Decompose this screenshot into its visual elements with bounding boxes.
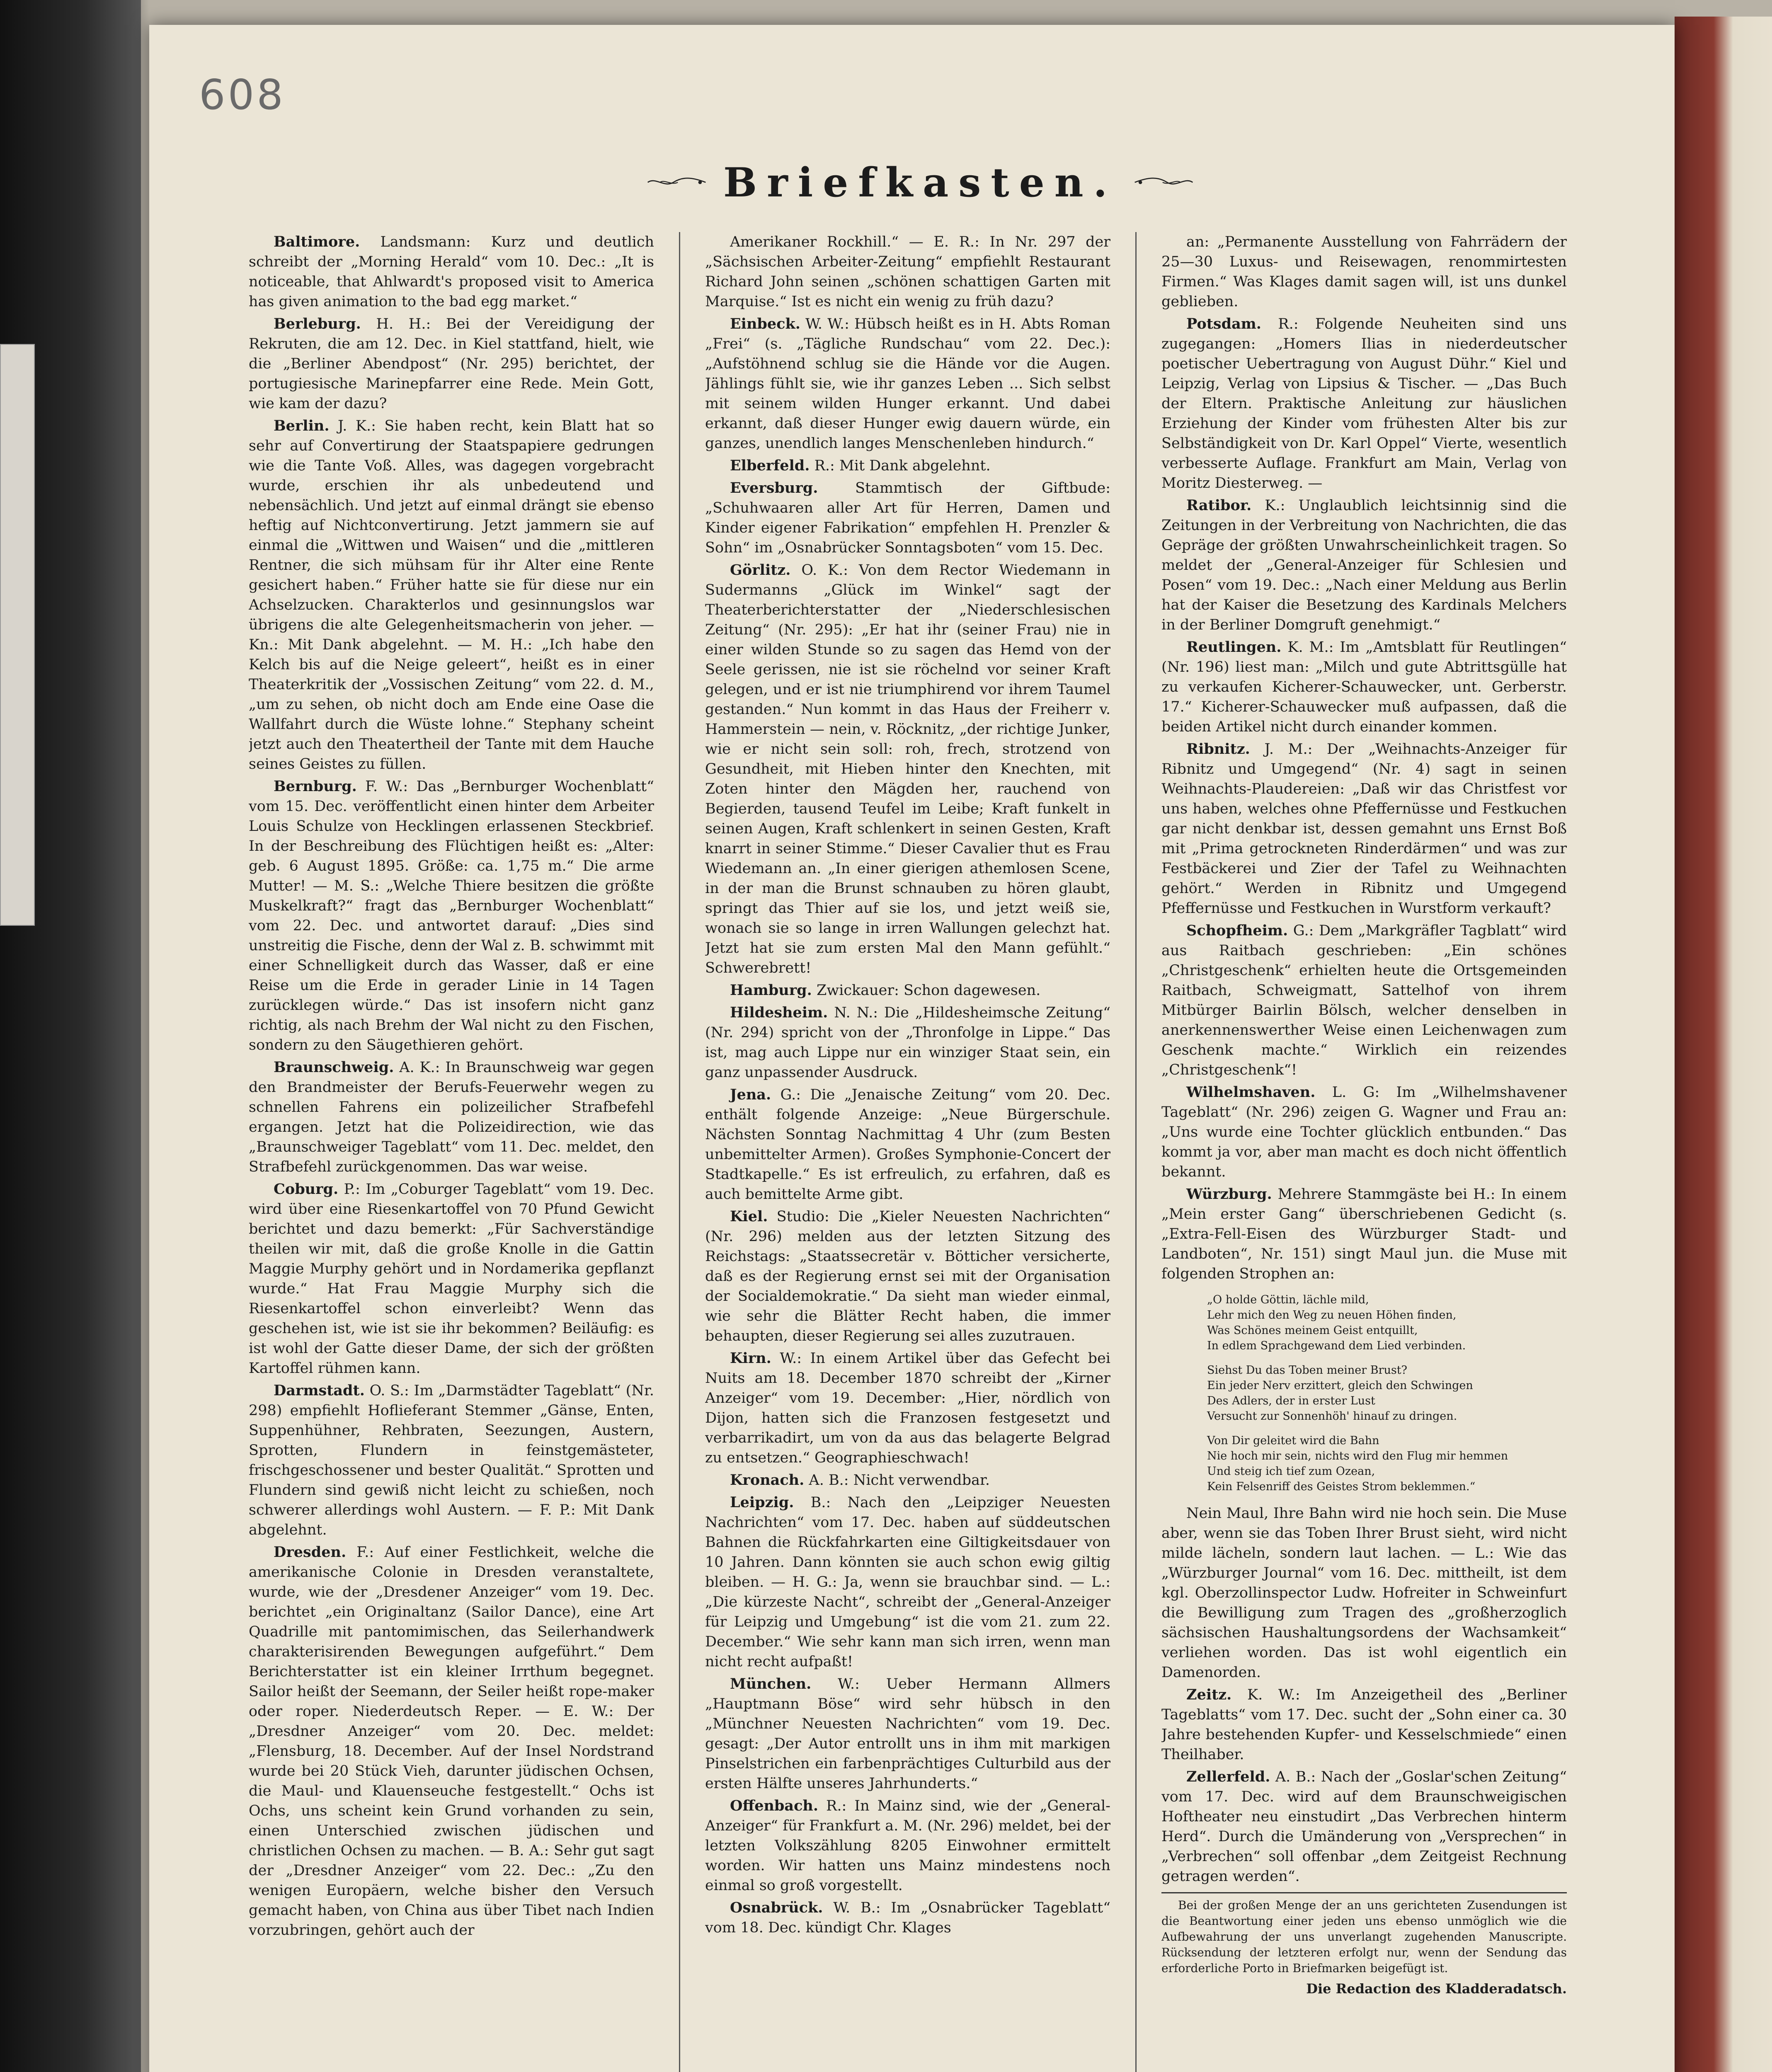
entry-heading: Eversburg. [730,479,818,496]
entry-heading: Görlitz. [730,562,791,579]
entry-text: G.: Dem „Markgräfler Tagblatt“ wird aus Raitbach geschrieben: „Ein schönes „Christgeschenk“ erhielten heute die Ortsgemeinden Raitbach, Schweigmatt, Sattelhof von ihrem Mitbürger Bairlin Bölsch, welcher denselben in anerkennenswerther Weise einen Leichenwagen zum Geschenk machte.“ Wirklich ein reizendes „Christgeschenk“! [1161,922,1567,1078]
poem-line: Ein jeder Nerv erzittert, gleich den Schwingen [1207,1379,1473,1392]
letter-entry [705,232,1110,312]
entry-text: an: „Permanente Ausstellung von Fahrrädern der 25—30 Luxus- und Reisewagen, renommirtesten Firmen.“ Was Klages damit sagen will, ist uns dunkel geblieben. [1161,234,1567,310]
entry-heading: Einbeck. [730,315,800,332]
entry-text: H. H.: Bei der Vereidigung der Rekruten, die am 12. Dec. in Kiel stattfand, hielt, wie die „Berliner Abendpost“ (Nr. 295) berichtet, der portugiesische Marinepfarrer eine Rede. Mein Gott, wie kam der dazu? [249,316,654,412]
column-1 [249,232,654,2072]
column-divider [679,232,680,2072]
poem-block [1207,1292,1567,1494]
letter-entry [705,314,1110,453]
entry-heading: Braunschweig. [274,1059,394,1076]
text-columns [249,232,1567,2072]
letter-entry [705,1003,1110,1082]
entry-heading: Ratibor. [1186,497,1252,514]
entry-text: A. K.: In Braunschweig war gegen den Brandmeister der Berufs-Feuerwehr wegen zu schnellen Fahrens ein polizeilicher Strafbefehl ergangen. Jetzt hat die Polizeidirection, wie das „Braunschweiger Tageblatt“ vom 11. Dec. meldet, den Strafbefehl zurückgenommen. Das war weise. [249,1059,654,1175]
poem-line: Von Dir geleitet wird die Bahn [1207,1434,1379,1447]
entry-heading: Jena. [730,1086,771,1103]
entry-heading: Bernburg. [274,778,357,795]
entry-text: O. K.: Von dem Rector Wiedemann in Sudermanns „Glück im Winkel“ sagt der Theaterberichterstatter der „Niederschlesischen Zeitung“ (Nr. 295): „Er hat ihr (seiner Frau) nie in einer wilden Stunde so zu sagen das Hemd von der Seele gerissen, nie ist sie röchelnd vor seiner Kraft gelegen, und er ist nie triumphirend vor ihrem Taumel gestanden.“ Nun kommt in das Haus der Freiherr v. Hammerstein — nein, v. Röcknitz, „der richtige Junker, wie er nicht sein soll: roh, frech, strotzend von Gesundheit, mit Hieben hinter den Knechten, mit Zoten hinter den Mägden her, rauchend von Begierden, tausend Teufel im Leibe; Kraft funkelt in seinen Augen, Kraft schlenkert in seinen Gesten, Kraft knarrt in seiner Stimme.“ Dieser Cavalier thut es Frau Wiedemann an. „In einer gierigen athemlosen Scene, in der man die Brunst schnauben zu hören glaubt, springt das Thier auf sie los, und jetzt weiß sie, wonach sie so lange in irren Wallungen gelechzt hat. Jetzt hat sie zum ersten Mal den Mann gefühlt.“ Schwerebrett! [705,562,1110,976]
letter-entry [1161,496,1567,635]
letter-entry [705,1796,1110,1895]
letter-entry [705,456,1110,476]
letter-entry [1161,1082,1567,1182]
entry-text: Nein Maul, Ihre Bahn wird nie hoch sein. Die Muse aber, wenn sie das Toben Ihrer Brust sieht, wird nicht milde lächeln, sondern laut lachen. — L.: Wie das „Würzburger Journal“ vom 16. Dec. mittheilt, ist dem kgl. Oberzollinspector Ludw. Hofreiter in Schweinfurt die Bewilligung zum Tragen des „großherzoglich sächsischen Haushaltungsordens der Wachsamkeit“ verliehen worden. Das ist wohl eigentlich ein Damenorden. [1161,1505,1567,1681]
entry-text: O. S.: Im „Darmstädter Tageblatt“ (Nr. 298) empfiehlt Hoflieferant Stemmer „Gänse, Enten, Suppenhühner, Rehbraten, Seezungen, Austern, Sprotten, Flundern in feinstgemästeter, frischgeschossener und bester Qualität.“ Sprotten und Flundern sind gewiß nicht leicht zu schießen, noch schwerer allerdings wohl Austern. — F. P.: Mit Dank abgelehnt. [249,1382,654,1538]
letter-entry [249,1179,654,1378]
poem-line: Des Adlers, der in erster Lust [1207,1394,1375,1407]
letter-entry [705,1348,1110,1468]
entry-text: J. K.: Sie haben recht, kein Blatt hat so sehr auf Convertirung der Staatspapiere gedrungen wie die Tante Voß. Alles, was dagegen vorgebracht wurde, erschien ihr als unbedeutend und nebensächlich. Und jetzt auf einmal drängt sie ebenso heftig auf Nichtconvertirung. Jetzt jammern sie auf einmal die „Wittwen und Waisen“ und die „mittleren Rentner, die sich mühsam für ihr Alter eine Rente gesichert haben.“ Früher hatte sie für diese nur ein Achselzucken. Charakterlos und gesinnungslos war übrigens die alte Gelegenheitsmacherin von jeher. — Kn.: Mit Dank abgelehnt. — M. H.: „Ich habe den Kelch bis auf die Neige geleert“, heißt es in einer Theaterkritik der „Vossischen Zeitung“ vom 22. d. M., „um zu sehen, ob nicht doch am Ende eine Oase die Wallfahrt durch die Wüste lohne.“ Stephany scheint jetzt auch den Theatertheil der Tante mit dem Hauche seines Geistes zu füllen. [249,418,654,772]
letter-entry [705,478,1110,558]
ornament-left-icon [647,170,707,195]
editorial-notice: Bei der großen Menge der an uns gerichteten Zusendungen ist die Beantwortung einer jeden uns ebenso unmöglich wie die Aufbewahrung der uns unverlangt zugehenden Manuscripte. Rücksendung der letzteren erfolgt nur, wenn der Sendung das erforderliche Porto in Briefmarken beigefügt ist. [1161,1892,1567,1976]
entry-heading: Osnabrück. [730,1899,823,1916]
entry-heading: Hamburg. [730,982,812,999]
poem-line: Siehst Du das Toben meiner Brust? [1207,1364,1408,1377]
poem-stanza [1207,1363,1567,1424]
entry-text: B.: Nach den „Leipziger Neuesten Nachrichten“ vom 17. Dec. haben auf süddeutschen Bahnen die Rückfahrkarten eine Giltigkeitsdauer von 10 Jahren. Dann könnten sie auch schon ewig giltig bleiben. — H. G.: Ja, wenn sie brauchbar sind. — L.: „Die kürzeste Nacht“, schreibt der „General-Anzeiger für Leipzig und Umgebung“ ist die vom 21. zum 22. December.“ Wie sehr kann man sich irren, wenn man nicht recht aufpaßt! [705,1494,1110,1670]
book-cover-edge [0,0,141,2072]
letter-entry [1161,921,1567,1080]
entry-text: G.: Die „Jenaische Zeitung“ vom 20. Dec. enthält folgende Anzeige: „Neue Bürgerschule. Nächsten Sonntag Nachmittag 4 Uhr (zum Besten unbemittelter Armen). Großes Symphonie-Concert der Stadtkapelle.“ Es ist erfreulich, zu erfahren, daß es auch bemittelte Arme gibt. [705,1087,1110,1203]
entry-heading: Offenbach. [730,1797,819,1814]
letter-entry [249,1381,654,1540]
entry-heading: Berlin. [274,417,330,434]
entry-text: F. W.: Das „Bernburger Wochenblatt“ vom 15. Dec. veröffentlicht einen hinter dem Arbeiter Louis Schulze von Hecklingen erlassenen Steckbrief. In der Beschreibung des Flüchtigen heißt es: „Alter: geb. 6 August 1895. Größe: ca. 1,75 m.“ Die arme Mutter! — M. S.: „Welche Thiere besitzen die größte Muskelkraft?“ fragt das „Bernburger Wochenblatt“ vom 22. Dec. und antwortet darauf: „Dies sind unstreitig die Fische, denn der Wal z. B. schwimmt mit einer Schnelligkeit durch das Wasser, daß er eine Reise um die Erde in gerader Linie in 14 Tagen zurücklegen würde.“ Das ist insofern nicht ganz richtig, als nach Brehm der Wal nicht zu den Fischen, sondern zu den Säugethieren gehört. [249,778,654,1053]
letter-entry [705,1207,1110,1346]
letter-entry [705,980,1110,1000]
letter-entry [249,1058,654,1177]
entry-heading: Zeitz. [1186,1686,1232,1703]
letter-entry [705,1470,1110,1490]
entry-heading: Wilhelmshaven. [1186,1084,1316,1101]
entry-text: Zwickauer: Schon dagewesen. [816,982,1041,999]
entry-heading: Dresden. [274,1544,347,1561]
entry-text: R.: Folgende Neuheiten sind uns zugegangen: „Homers Ilias in niederdeutscher poetischer Uebertragung von August Dühr.“ Kiel und Leipzig, Verlag von Lipsius & Tischer. — „Das Buch der Eltern. Praktische Anleitung zur häuslichen Erziehung der Kinder vom frühesten Alter bis zur Selbständigkeit von Dr. Karl Oppel“ Vierte, wesentlich verbesserte Auflage. Frankfurt am Main, Verlag von Moritz Diesterweg. — [1161,316,1567,491]
ruler-strip [0,344,35,926]
letter-entry [249,416,654,774]
letter-entry [1161,1503,1567,1682]
entry-heading: Leipzig. [730,1494,794,1511]
entry-text: L. G: Im „Wilhelmshavener Tageblatt“ (Nr. 296) zeigen G. Wagner und Frau an: „Uns wurde eine Tochter glücklich entbunden.“ Das kommt ja vor, aber man macht es doch nicht öffentlich bekannt. [1161,1084,1567,1180]
book-page-edge [1675,17,1772,2072]
entry-heading: Zellerfeld. [1186,1768,1270,1785]
entry-text: P.: Im „Coburger Tageblatt“ vom 19. Dec. wird über eine Riesenkartoffel von 70 Pfund Gewicht berichtet und dazu bemerkt: „Für Sachverständige theilen wir mit, daß die große Knolle in die Gattin Maggie Murphy gehört und in Nordamerika gepflanzt wurde.“ Hat Frau Maggie Murphy sich die Riesenkartoffel schon einverleibt? Wenn das geschehen ist, wie ist sie ihr bekommen? Beiläufig: es ist wohl der Gatte dieser Dame, der sich der größten Kartoffel rühmen kann. [249,1181,654,1377]
entry-text: Amerikaner Rockhill.“ — E. R.: In Nr. 297 der „Sächsischen Arbeiter-Zeitung“ empfiehlt Restaurant Richard John seinen „schönen schattigen Garten mit Marquise.“ Ist es nicht ein wenig zu früh dazu? [705,234,1110,310]
entry-text: K. M.: Im „Amtsblatt für Reutlingen“ (Nr. 196) liest man: „Milch und gute Abtrittsgülle hat zu verkaufen Kicherer-Schauwecker, unt. Gerberstr. 17.“ Kicherer-Schauwecker muß aufpassen, daß die beiden Artikel nicht durch einander kommen. [1161,639,1567,735]
entry-text: A. B.: Nach der „Goslar'schen Zeitung“ vom 17. Dec. wird auf dem Braunschweigischen Hoftheater neu einstudirt „Das Verbrechen hinterm Herd“. Durch die Umänderung von „Versprechen“ in „Verbrechen“ soll offenbar „dem Zeitgeist Rechnung getragen werden“. [1161,1769,1567,1885]
entry-text: R.: Mit Dank abgelehnt. [814,457,991,474]
letter-entry [705,1493,1110,1672]
masthead-title: Briefkasten. [723,159,1117,206]
letter-entry [1161,232,1567,312]
entry-heading: München. [730,1675,812,1692]
entry-heading: Reutlingen. [1186,639,1282,656]
entry-heading: Würzburg. [1186,1186,1272,1203]
poem-line: Und steig ich tief zum Ozean, [1207,1465,1375,1478]
entry-text: Mehrere Stammgäste bei H.: In einem „Mein erster Gang“ überschriebenen Gedicht (s. „Extra-Fell-Eisen des Würzburger Stadt- und Landboten“, Nr. 151) singt Maul jun. die Muse mit folgenden Strophen an: [1161,1186,1567,1282]
letter-entry [705,1898,1110,1938]
entry-text: N. N.: Die „Hildesheimsche Zeitung“ (Nr. 294) spricht von der „Thronfolge in Lippe.“ Das ist, mag auch Lippe nur ein winziger Staat sein, ein ganz unpassender Ausdruck. [705,1005,1110,1081]
entry-text: J. M.: Der „Weihnachts-Anzeiger für Ribnitz und Umgegend“ (Nr. 4) sagt in seinen Weihnachts-Plaudereien: „Daß wir das Christfest vor uns haben, welches ohne Pfeffernüsse und Festkuchen gar nicht denkbar ist, dessen gemahnt uns Ernst Boß mit „Prima getrockneten Rinderdärmen“ und was zur Festbäckerei und Zier der Tafel zu Weihnachten gehört.“ Werden in Ribnitz und Umgegend Pfeffernüsse und Festkuchen in Wurstform verkauft? [1161,741,1567,917]
entry-text: W.: In einem Artikel über das Gefecht bei Nuits am 18. December 1870 schreibt der „Kirner Anzeiger“ vom 19. December: „Hier, nördlich von Dijon, hatten sich die Franzosen festgesetzt und verbarrikadirt, um von da aus das belagerte Belgrad zu entsetzen.“ Geographieschwach! [705,1350,1110,1466]
letter-entry [249,314,654,414]
entry-heading: Elberfeld. [730,457,810,474]
editorial-signature: Die Redaction des Kladderadatsch. [1306,1981,1567,1997]
entry-heading: Potsdam. [1186,315,1261,332]
poem-stanza [1207,1292,1567,1353]
letter-entry [1161,314,1567,493]
letter-entry [705,1674,1110,1794]
poem-line: Kein Felsenriff des Geistes Strom beklemmen.“ [1207,1480,1476,1493]
entry-heading: Baltimore. [274,233,360,250]
poem-stanza [1207,1433,1567,1494]
entry-heading: Ribnitz. [1186,741,1250,758]
entry-heading: Berleburg. [274,315,361,332]
entry-heading: Hildesheim. [730,1004,828,1021]
letter-entry [249,1542,654,1940]
letter-entry [1161,637,1567,737]
entry-text: Studio: Die „Kieler Neuesten Nachrichten“ (Nr. 296) melden aus der letzten Sitzung des Reichstags: „Staatssecretär v. Bötticher versicherte, daß es der Regierung ernst sei mit der Organisation der Socialdemokratie.“ Da sieht man wieder einmal, wie sehr die Blätter Recht haben, die immer behaupten, dieser Regierung sei alles zuzutrauen. [705,1208,1110,1344]
entry-text: W.: Ueber Hermann Allmers „Hauptmann Böse“ wird sehr hübsch in den „Münchner Neuesten Nachrichten“ vom 19. Dec. gesagt: „Der Autor entrollt uns in ihm mit markigen Pinselstrichen ein farbenprächtiges Culturbild aus der ersten Hälfte unseres Jahrhunderts.“ [705,1676,1110,1792]
letter-entry [1161,1184,1567,1284]
entry-text: F.: Auf einer Festlichkeit, welche die amerikanische Colonie in Dresden veranstaltete, wurde, wie der „Dresdener Anzeiger“ vom 19. Dec. berichtet „ein Originaltanz (Sailor Dance), eine Art Quadrille mit pantomimischen, das Seilerhandwerk charakterisirenden Bewegungen aufgeführt.“ Dem Berichterstatter ist ein kleiner Irrthum begegnet. Sailor heißt der Seemann, der Seiler heißt rope-maker oder roper. Niederdeutsch Reper. — E. W.: Der „Dresdner Anzeiger“ vom 20. Dec. meldet: „Flensburg, 18. December. Auf der Insel Nordstrand wurde bei 20 Stück Vieh, darunter jüdischen Ochsen, die Maul- und Klauenseuche festgestellt.“ Ochs ist Ochs, uns scheint kein Grund vorhanden zu sein, einen Unterschied zwischen jüdischen und christlichen Ochsen zu machen. — B. A.: Sehr gut sagt der „Dresdner Anzeiger“ vom 22. Dec.: „Zu den wenigen Europäern, welche bisher den Versuch gemacht haben, von China aus über Tibet nach Indien vorzubringen, gehört auch der [249,1544,654,1939]
entry-heading: Schopfheim. [1186,922,1288,939]
letter-entry [249,232,654,312]
poem-line: Was Schönes meinem Geist entquillt, [1207,1324,1418,1337]
poem-line: Versucht zur Sonnenhöh' hinauf zu dringen. [1207,1410,1457,1423]
poem-line: In edlem Sprachgewand dem Lied verbinden. [1207,1339,1466,1352]
entry-text: A. B.: Nicht verwendbar. [809,1472,990,1489]
column-3 [1161,232,1567,2072]
column-2 [705,232,1110,2072]
poem-line: „O holde Göttin, lächle mild, [1207,1293,1369,1306]
entry-text: W. W.: Hübsch heißt es in H. Abts Roman „Frei“ (s. „Tägliche Rundschau“ vom 22. Dec.): „Aufstöhnend schlug sie die Hände vor die Augen. Jählings fühlt sie, wie ihr ganzes Leben ... Sich selbst mit seinem wilden Hunger erkannt. Und dabei erkannt, daß dieser Hunger ewig dauern würde, ein ganzes, unendlich langes Menschenleben hindurch.“ [705,316,1110,452]
poem-line: Lehr mich den Weg zu neuen Höhen finden, [1207,1309,1457,1322]
letter-entry [705,560,1110,978]
entry-heading: Coburg. [274,1181,339,1198]
handwritten-page-number: 608 [199,70,286,119]
entry-heading: Darmstadt. [274,1382,365,1399]
letter-entry [1161,1685,1567,1765]
letter-entry [1161,1767,1567,1886]
masthead [647,149,1194,215]
letter-entry [1161,739,1567,918]
letter-entry [249,777,654,1055]
entry-text: W. B.: Im „Osnabrücker Tageblatt“ vom 18. Dec. kündigt Chr. Klages [705,1900,1110,1936]
entry-text: Landsmann: Kurz und deutlich schreibt der „Morning Herald“ vom 10. Dec.: „It is noticeable, that Ahlwardt's proposed visit to America has given animation to the bad egg market.“ [249,234,654,310]
entry-heading: Kirn. [730,1350,771,1367]
letter-entry [705,1085,1110,1204]
entry-text: K.: Unglaublich leichtsinnig sind die Zeitungen in der Verbreitung von Nachrichten, die das Gepräge der größten Unwahrscheinlichkeit tragen. So meldet der „General-Anzeiger für Schlesien und Posen“ vom 19. Dec.: „Nach einer Meldung aus Berlin hat der Kaiser die Besetzung des Kardinals Melchers in der Berliner Domgruft genehmigt.“ [1161,497,1567,633]
entry-heading: Kiel. [730,1208,768,1225]
column-divider [1135,232,1137,2072]
entry-text: Stammtisch der Giftbude: „Schuhwaaren aller Art für Herren, Damen und Kinder eigener Fabrikation“ empfehlen H. Prenzler & Sohn“ im „Osnabrücker Sonntagsboten“ vom 15. Dec. [705,480,1110,556]
entry-text: K. W.: Im Anzeigetheil des „Berliner Tageblatts“ vom 17. Dec. sucht der „Sohn einer ca. 30 Jahre bestehenden Kupfer- und Kesselschmiede“ einen Theilhaber. [1161,1687,1567,1763]
entry-heading: Kronach. [730,1472,805,1489]
poem-line: Nie hoch mir sein, nichts wird den Flug mir hemmen [1207,1450,1508,1462]
ornament-right-icon [1134,170,1194,195]
entry-text: R.: In Mainz sind, wie der „General-Anzeiger“ für Frankfurt a. M. (Nr. 296) meldet, bei der letzten Volkszählung 8205 Einwohner ermittelt worden. Wir hatten uns Mainz mindestens noch einmal so groß vorgestellt. [705,1798,1110,1894]
